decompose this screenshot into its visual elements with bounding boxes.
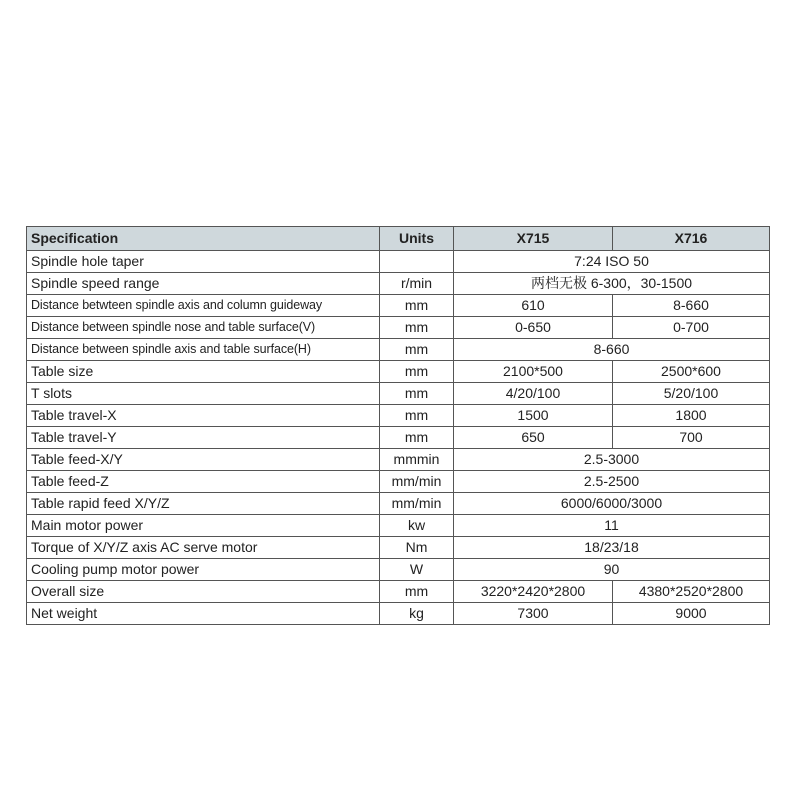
spec-label: Table travel-X xyxy=(27,405,380,427)
spec-label: Net weight xyxy=(27,603,380,625)
table-row xyxy=(27,603,770,625)
x716-value-cell: 0-700 xyxy=(613,317,770,339)
unit-cell: mm xyxy=(380,339,454,361)
table-row xyxy=(27,273,770,295)
unit-cell: r/min xyxy=(380,273,454,295)
shared-value-cell: 6000/6000/3000 xyxy=(454,493,770,515)
x715-value-cell: 610 xyxy=(454,295,613,317)
unit-cell: mm xyxy=(380,427,454,449)
unit-cell: mm xyxy=(380,295,454,317)
spec-label: Spindle hole taper xyxy=(27,251,380,273)
unit-cell: W xyxy=(380,559,454,581)
shared-value-cell: 7:24 ISO 50 xyxy=(454,251,770,273)
x716-value-cell: 1800 xyxy=(613,405,770,427)
spec-label: Distance between spindle axis and table surface(H) xyxy=(27,339,380,361)
unit-cell xyxy=(380,251,454,273)
table-row xyxy=(27,427,770,449)
x716-value-cell: 5/20/100 xyxy=(613,383,770,405)
table-row xyxy=(27,471,770,493)
x715-value-cell: 2100*500 xyxy=(454,361,613,383)
x715-value-cell: 1500 xyxy=(454,405,613,427)
spec-label: Table travel-Y xyxy=(27,427,380,449)
spec-label: Torque of X/Y/Z axis AC serve motor xyxy=(27,537,380,559)
x715-value-cell: 0-650 xyxy=(454,317,613,339)
table-row xyxy=(27,339,770,361)
header-units: Units xyxy=(380,227,454,251)
x715-value-cell: 7300 xyxy=(454,603,613,625)
table-row xyxy=(27,515,770,537)
unit-cell: mm xyxy=(380,317,454,339)
unit-cell: mm xyxy=(380,405,454,427)
x716-value-cell: 700 xyxy=(613,427,770,449)
table-row xyxy=(27,449,770,471)
unit-cell: kw xyxy=(380,515,454,537)
unit-cell: mm xyxy=(380,361,454,383)
header-model-x715: X715 xyxy=(454,227,613,251)
x715-value-cell: 650 xyxy=(454,427,613,449)
table-row xyxy=(27,295,770,317)
table-row xyxy=(27,251,770,273)
spec-label: T slots xyxy=(27,383,380,405)
specification-table xyxy=(26,226,770,625)
shared-value-cell: 2.5-2500 xyxy=(454,471,770,493)
table-row xyxy=(27,537,770,559)
unit-cell: mm xyxy=(380,581,454,603)
x715-value-cell: 3220*2420*2800 xyxy=(454,581,613,603)
table-header-row xyxy=(27,227,770,251)
unit-cell: mm/min xyxy=(380,471,454,493)
table-row xyxy=(27,317,770,339)
header-model-x716: X716 xyxy=(613,227,770,251)
spec-label: Table size xyxy=(27,361,380,383)
x716-value-cell: 9000 xyxy=(613,603,770,625)
spec-label: Distance between spindle nose and table surface(V) xyxy=(27,317,380,339)
unit-cell: kg xyxy=(380,603,454,625)
spec-label: Main motor power xyxy=(27,515,380,537)
spec-label: Table feed-X/Y xyxy=(27,449,380,471)
header-specification: Specification xyxy=(27,227,380,251)
table-row xyxy=(27,581,770,603)
unit-cell: mmmin xyxy=(380,449,454,471)
spec-label: Spindle speed range xyxy=(27,273,380,295)
table-row xyxy=(27,493,770,515)
table-row xyxy=(27,405,770,427)
shared-value-cell: 2.5-3000 xyxy=(454,449,770,471)
spec-label: Cooling pump motor power xyxy=(27,559,380,581)
x716-value-cell: 8-660 xyxy=(613,295,770,317)
table-row xyxy=(27,559,770,581)
spec-label: Distance betwteen spindle axis and column guideway xyxy=(27,295,380,317)
x716-value-cell: 4380*2520*2800 xyxy=(613,581,770,603)
unit-cell: mm xyxy=(380,383,454,405)
unit-cell: Nm xyxy=(380,537,454,559)
table-row xyxy=(27,383,770,405)
x715-value-cell: 4/20/100 xyxy=(454,383,613,405)
spec-label: Table feed-Z xyxy=(27,471,380,493)
spec-label: Table rapid feed X/Y/Z xyxy=(27,493,380,515)
shared-value-cell: 18/23/18 xyxy=(454,537,770,559)
table-row xyxy=(27,361,770,383)
shared-value-cell: 8-660 xyxy=(454,339,770,361)
shared-value-cell: 90 xyxy=(454,559,770,581)
shared-value-cell: 11 xyxy=(454,515,770,537)
x716-value-cell: 2500*600 xyxy=(613,361,770,383)
unit-cell: mm/min xyxy=(380,493,454,515)
spec-label: Overall size xyxy=(27,581,380,603)
shared-value-cell: 两档无极 6-300，30-1500 xyxy=(454,273,770,295)
